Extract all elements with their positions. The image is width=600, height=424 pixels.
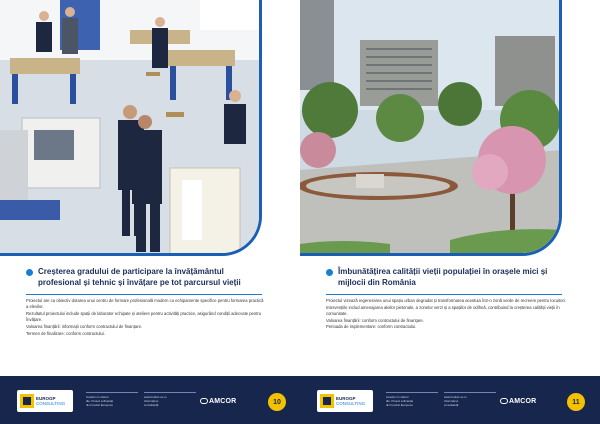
workshop-illustration: [0, 0, 262, 256]
paragraph: Valoarea finanțării: informații conform contractului de finanțare.: [26, 323, 143, 329]
footer-info-2: [144, 392, 196, 407]
logo-name: EUROGP: [36, 396, 56, 401]
amcor-logo: [200, 396, 256, 406]
project-title-right: [326, 266, 566, 288]
footer-line: www.fonduri-ue.ro: [444, 395, 467, 399]
amcor-text: AMCOR: [509, 397, 537, 405]
page-number: 11: [567, 393, 585, 411]
logo-mark-icon: [20, 394, 34, 408]
logo-name: EUROGP: [336, 396, 356, 401]
eurogp-logo: [317, 390, 373, 412]
footer-line: www.fonduri-ue.ro: [144, 395, 167, 399]
footer-line: din Fonduri Europene: [386, 403, 413, 407]
amcor-ring-icon: [500, 398, 508, 404]
project-title-left: [26, 266, 266, 288]
title-divider: [326, 294, 562, 295]
workshop-photo: [0, 0, 262, 256]
footer-line: Informații și: [444, 399, 459, 403]
paragraph: Intervențiile includ amenajarea aleilor pietonale, a zonelor verzi și a spațiilor de odihnă, contribuind la creșterea calității vieții în comunitate.: [326, 304, 560, 316]
footer-line: Informații și: [144, 399, 159, 403]
footer-line: tău. Proiect cofinanțat: [86, 399, 114, 403]
footer-line: din Fonduri Europene: [86, 403, 113, 407]
footer-info-1: [86, 392, 138, 407]
footer-line: tău. Proiect cofinanțat: [386, 399, 414, 403]
amcor-text: AMCOR: [209, 397, 237, 405]
footer-line: Investim în viitorul: [386, 395, 409, 399]
footer-info-1: [386, 392, 438, 407]
title-divider: [26, 294, 262, 295]
page-number: 10: [268, 393, 286, 411]
project-description-left: [26, 298, 266, 337]
eurogp-logo: [17, 390, 73, 412]
footer-bar: [300, 376, 600, 424]
amcor-logo: [500, 396, 556, 406]
paragraph: Valoarea finanțării: conform contractului de finanțare.: [326, 317, 424, 323]
logo-mark-icon: [320, 394, 334, 408]
paragraph: Perioada de implementare: conform contractului.: [326, 324, 417, 330]
paragraph: Proiectul are ca obiectiv dotarea unui centru de formare profesională modern cu echipamente specifice pentru formarea practică a elevilor.: [26, 298, 264, 310]
footer-bar: [0, 376, 300, 424]
park-illustration: [300, 0, 562, 256]
park-photo: [300, 0, 562, 256]
footer-line: consultanță: [444, 403, 459, 407]
bullet-dot: [26, 269, 33, 276]
logo-sub: CONSULTING: [36, 401, 66, 406]
footer-line: Investim în viitorul: [86, 395, 109, 399]
footer-line: consultanță: [144, 403, 159, 407]
bullet-dot: [326, 269, 333, 276]
footer-info-2: [444, 392, 496, 407]
paragraph: Proiectul vizează regenerarea unui spațiu urban degradat și transformarea acestuia într-o zonă verde de recreere pentru locuitori.: [326, 298, 566, 303]
paragraph: Termen de finalizare: conform contractului.: [26, 330, 105, 336]
logo-sub: CONSULTING: [336, 401, 366, 406]
amcor-ring-icon: [200, 398, 208, 404]
right-page: [300, 0, 600, 424]
section-title: Creșterea gradului de participare la învățământul profesional și tehnic și învățare pe tot parcursul vieții: [38, 267, 241, 287]
section-title: Îmbunătățirea calității vieții populației în orașele mici și mijlocii din România: [338, 267, 548, 287]
project-description-right: [326, 298, 566, 331]
paragraph: Rezultatul proiectului include spații de laborator echipate și ateliere pentru activități practice, asigurând condiții adecvate pentru învățare.: [26, 310, 262, 323]
